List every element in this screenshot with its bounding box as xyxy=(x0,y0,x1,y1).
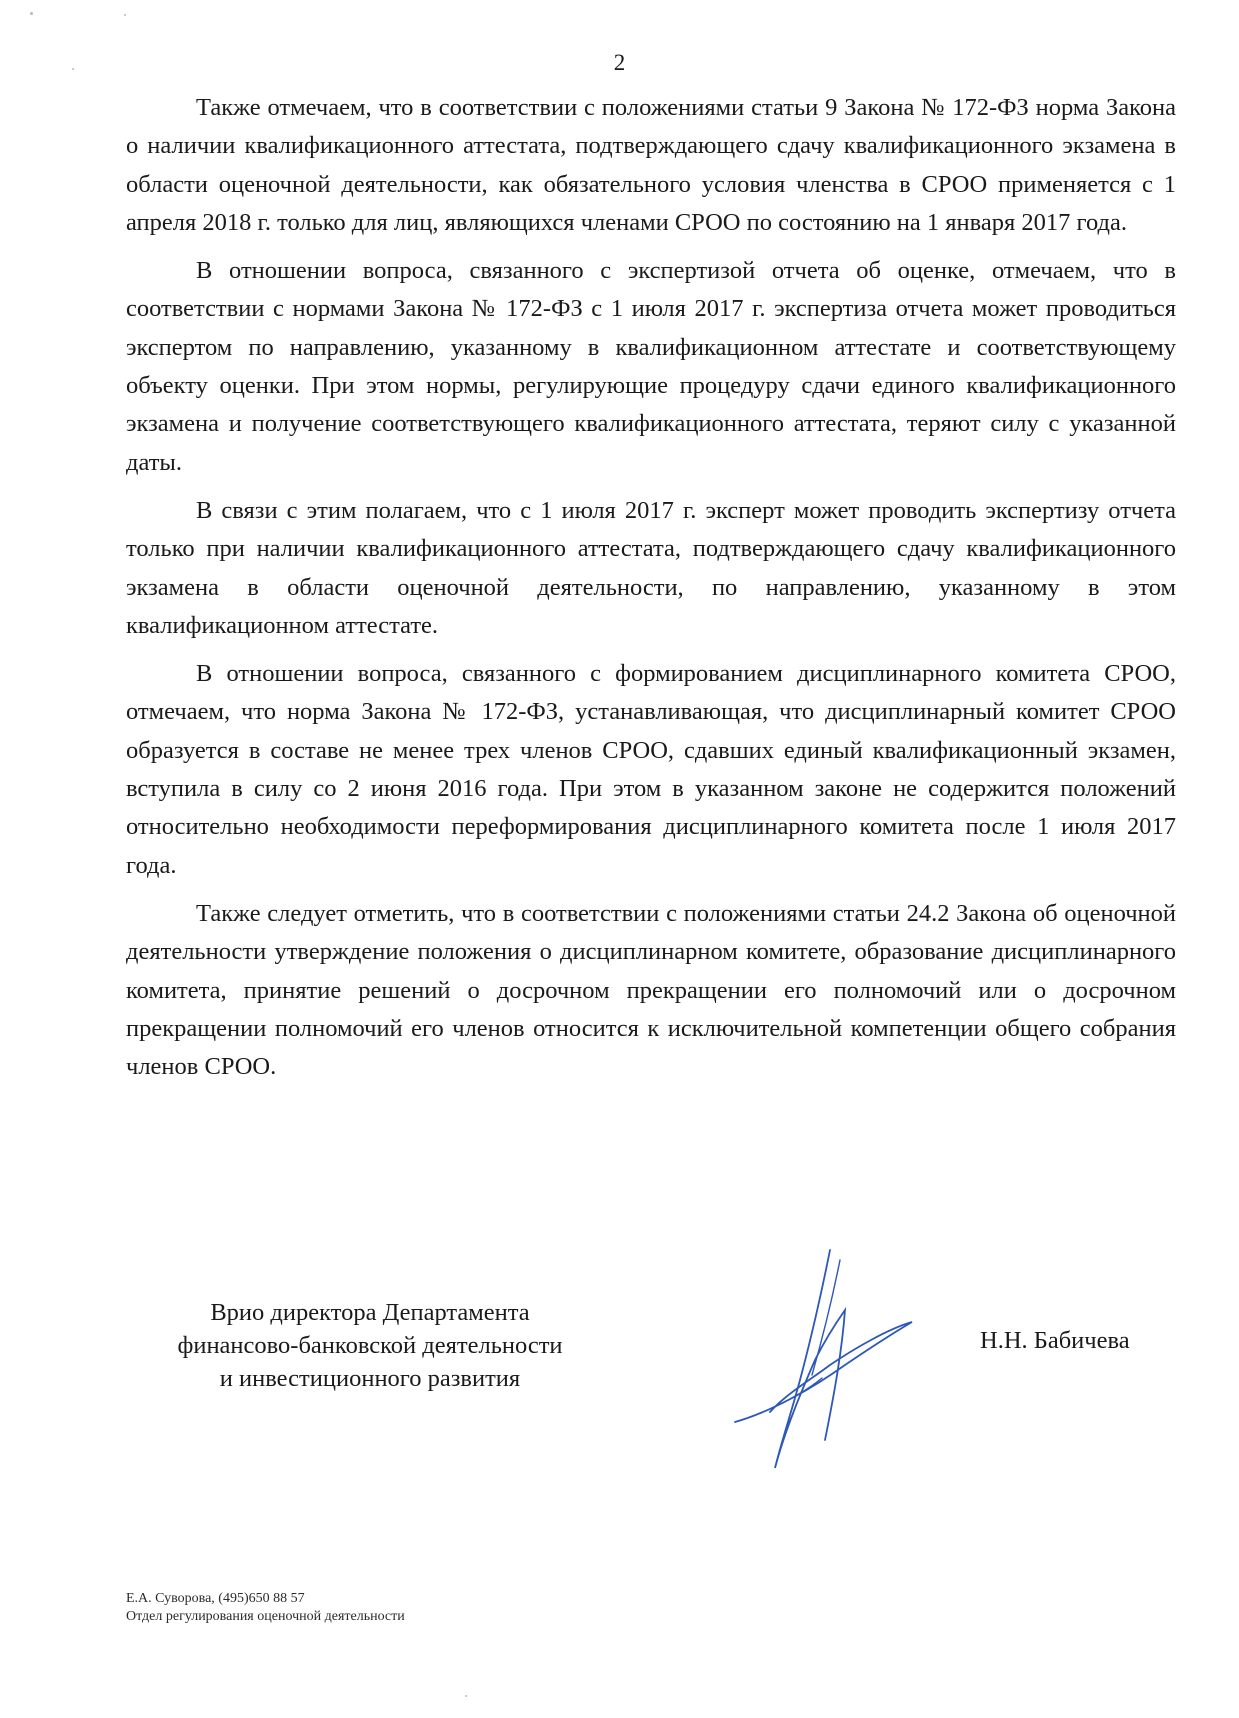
signer-position xyxy=(140,1296,600,1395)
page-number: 2 xyxy=(613,50,626,75)
scan-artifact xyxy=(72,68,74,70)
signer-position-line-1: Врио директора Департамента xyxy=(210,1299,530,1326)
scan-artifact xyxy=(30,12,33,15)
scan-artifact xyxy=(124,14,126,16)
signer-position-line-2: финансово-банковской деятельности xyxy=(177,1332,563,1359)
handwritten-signature xyxy=(730,1240,930,1475)
footer-department: Отдел регулирования оценочной деятельности xyxy=(126,1609,405,1624)
paragraph-1: Также отмечаем, что в соответствии с положениями статьи 9 Закона № 172-ФЗ норма Закона о наличии квалификационного аттестата, подтверждающего сдачу квалификационного экзамена в области оценочной деятельности, как обязательного условия членства в СРОО применяется с 1 апреля 2018 г. только для лиц, являющихся членами СРОО по состоянию на 1 января 2017 года. xyxy=(126,94,1176,236)
footer-contact-block xyxy=(126,1590,405,1626)
paragraph-2: В отношении вопроса, связанного с экспертизой отчета об оценке, отмечаем, что в соответствии с нормами Закона № 172-ФЗ с 1 июля 2017 г. экспертиза отчета может проводиться экспертом по направлению, указанному в квалификационном аттестате и соответствующему объекту оценки. При этом нормы, регулирующие процедуру сдачи единого квалификационного экзамена и получение соответствующего квалификационного аттестата, теряют силу с указанной даты. xyxy=(126,257,1176,476)
scan-artifact xyxy=(465,1695,467,1697)
paragraph-5: Также следует отметить, что в соответствии с положениями статьи 24.2 Закона об оценочной деятельности утверждение положения о дисциплинарном комитете, образование дисциплинарного комитета, принятие решений о досрочном прекращении его полномочий или о досрочном прекращении полномочий его членов относится к исключительной компетенции общего собрания членов СРОО. xyxy=(126,899,1176,1081)
signer-name: Н.Н. Бабичева xyxy=(980,1327,1130,1354)
footer-contact: Е.А. Суворова, (495)650 88 57 xyxy=(126,1591,305,1606)
paragraph-3: В связи с этим полагаем, что с 1 июля 2017 г. эксперт может проводить экспертизу отчета только при наличии квалификационного аттестата, подтверждающего сдачу квалификационного экзамена в области оценочной деятельности, по направлению, указанному в этом квалификационном аттестате. xyxy=(126,496,1176,639)
signer-position-line-3: и инвестиционного развития xyxy=(219,1365,521,1392)
letter-body xyxy=(126,89,1176,1096)
paragraph-4: В отношении вопроса, связанного с формированием дисциплинарного комитета СРОО, отмечаем, что норма Закона № 172-ФЗ, устанавливающая, что дисциплинарный комитет СРОО образуется в составе не менее трех членов СРОО, сдавших единый квалификационный экзамен, вступила в силу со 2 июня 2016 года. При этом в указанном законе не содержится положений относительно необходимости переформирования дисциплинарного комитета после 1 июля 2017 года. xyxy=(126,660,1176,879)
